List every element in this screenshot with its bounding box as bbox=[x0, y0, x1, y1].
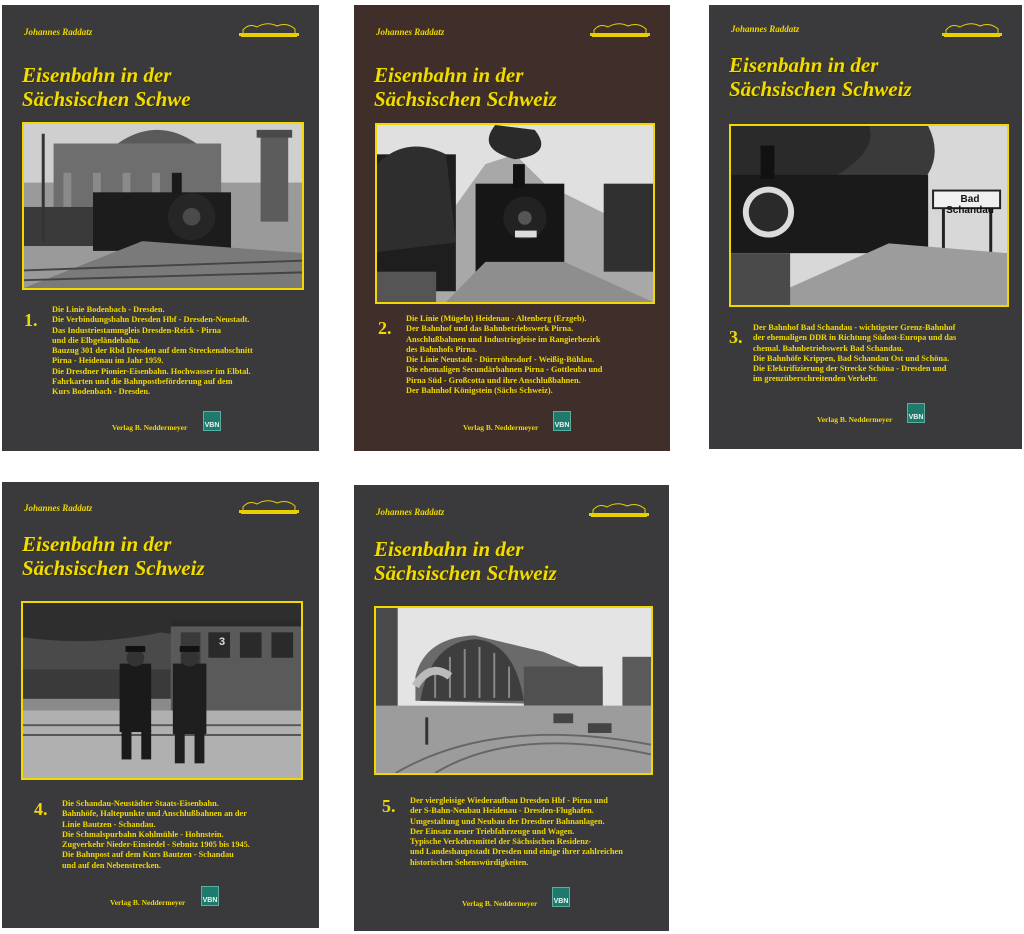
publisher-logo: VBN bbox=[203, 411, 221, 431]
cover-photo bbox=[375, 123, 655, 304]
author-name: Johannes Raddatz bbox=[24, 503, 93, 513]
volume-number: 1. bbox=[24, 310, 38, 330]
book-cover-2[interactable] bbox=[354, 5, 670, 451]
volume-number: 4. bbox=[34, 799, 48, 819]
volume-description: Die Schandau-Neustädter Staats-Eisenbahn. Bahnhöfe, Haltepunkte und Anschlußbahnen an der Linie Bautzen - Schandau. Die Schmalspurbahn Kohlmühle - Hohnstein. Zugverkehr Nieder-Einsiedel - Sebnitz 1905 bis 1945. Die Bahnpost auf dem Kurs Bautzen - Schandau und auf den Nebenstrecken. bbox=[62, 799, 250, 870]
book-cover-4[interactable] bbox=[2, 482, 319, 928]
train-logo-icon bbox=[237, 498, 301, 516]
book-title: Eisenbahn in der Sächsischen Schweiz bbox=[374, 537, 557, 585]
publisher-logo: VBN bbox=[553, 411, 571, 431]
train-logo-icon bbox=[588, 21, 652, 39]
volume-number: 5. bbox=[382, 796, 396, 816]
cover-photo bbox=[22, 122, 304, 290]
book-title: Eisenbahn in der Sächsischen Schwe bbox=[22, 63, 191, 111]
train-logo-icon bbox=[940, 21, 1004, 39]
publisher-logo: VBN bbox=[552, 887, 570, 907]
publisher-name: Verlag B. Neddermeyer bbox=[110, 898, 186, 907]
book-title: Eisenbahn in der Sächsischen Schweiz bbox=[22, 532, 205, 580]
volume-description: Der viergleisige Wiederaufbau Dresden Hbf - Pirna und der S-Bahn-Neubau Heidenau - Dresden-Flughafen. Umgestaltung und Neubau der Dresdner Bahnanlagen. Der Einsatz neuer Triebfahrzeuge und Wagen. Typische Verkehrsmittel der Sächsischen Residenz- und Landeshauptstadt Dresden und einige ihrer zahlreichen historischen Sehenswürdigkeiten. bbox=[410, 796, 623, 867]
author-name: Johannes Raddatz bbox=[376, 27, 445, 37]
publisher-name: Verlag B. Neddermeyer bbox=[462, 899, 538, 908]
coach-number: 3 bbox=[218, 636, 226, 648]
publisher-name: Verlag B. Neddermeyer bbox=[112, 423, 188, 432]
publisher-logo: VBN bbox=[201, 886, 219, 906]
volume-description: Die Linie Bodenbach - Dresden. Die Verbindungsbahn Dresden Hbf - Dresden-Neustadt. Das Industriestammgleis Dresden-Reick - Pirna und die Elbgeländebahn. Bauzug 301 der Rbd Dresden auf dem Streckenabschnitt Pirna - Heidenau im Jahr 1959. Die Dresdner Pionier-Eisenbahn. Hochwasser im Elbtal. Fahrkarten und die Bahnpostbeförderung auf dem Kurs Bodenbach - Dresden. bbox=[52, 305, 253, 397]
station-sign: Bad Schandau bbox=[946, 194, 994, 216]
volume-number: 3. bbox=[729, 327, 743, 347]
cover-photo bbox=[21, 601, 303, 780]
train-logo-icon bbox=[237, 21, 301, 39]
publisher-name: Verlag B. Neddermeyer bbox=[463, 423, 539, 432]
book-cover-3[interactable] bbox=[709, 5, 1022, 449]
author-name: Johannes Raddatz bbox=[24, 27, 93, 37]
publisher-name: Verlag B. Neddermeyer bbox=[817, 415, 893, 424]
book-title: Eisenbahn in der Sächsischen Schweiz bbox=[374, 63, 557, 111]
volume-description: Die Linie (Mügeln) Heidenau - Altenberg (Erzgeb). Der Bahnhof und das Bahnbetriebswerk Pirna. Anschlußbahnen und Industriegleise im Rangierbezirk des Bahnhofs Pirna. Die Linie Neustadt - Dürrröhrsdorf - Weißig-Bühlau. Die ehemaligen Secundärbahnen Pirna - Gottleuba und Pirna Süd - Großcotta und ihre Anschlußbahnen. Der Bahnhof Königstein (Sächs Schweiz). bbox=[406, 314, 603, 396]
book-title: Eisenbahn in der Sächsischen Schweiz bbox=[729, 53, 912, 101]
volume-description: Der Bahnhof Bad Schandau - wichtigster Grenz-Bahnhof der ehemaligen DDR in Richtung Südost-Europa und das chemal. Bahnbetriebswerk Bad Schandau. Die Bahnhöfe Krippen, Bad Schandau Ost und Schöna. Die Elektrifizierung der Strecke Schöna - Dresden und im grenzüberschreitenden Verkehr. bbox=[753, 323, 957, 384]
publisher-logo: VBN bbox=[907, 403, 925, 423]
volume-number: 2. bbox=[378, 318, 392, 338]
cover-photo bbox=[374, 606, 653, 775]
author-name: Johannes Raddatz bbox=[376, 507, 445, 517]
book-cover-1[interactable] bbox=[2, 5, 319, 451]
cover-photo bbox=[729, 124, 1009, 307]
train-logo-icon bbox=[587, 501, 651, 519]
author-name: Johannes Raddatz bbox=[731, 24, 800, 34]
book-cover-5[interactable] bbox=[354, 485, 669, 931]
